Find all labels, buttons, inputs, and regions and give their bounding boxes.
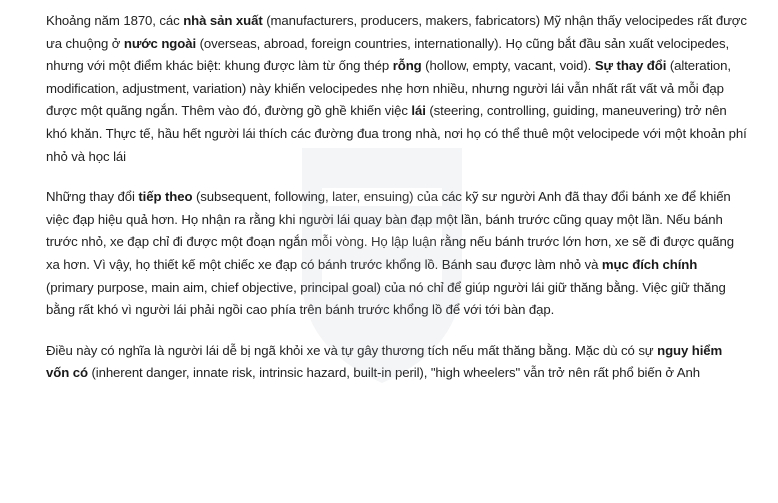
text-run: Điều này có nghĩa là người lái dễ bị ngã khỏi xe và tự gây thương tích nếu mất thăng bằng. Mặc dù có sự: [46, 342, 658, 358]
text-run: (inherent danger, innate risk, intrinsic hazard, built-in peril), "high wheelers" vẫn trở nên rất phổ biến ở Anh: [87, 365, 700, 381]
bold-term: nước ngoài: [123, 35, 197, 51]
text-run: (manufacturers, producers, makers, fabricators) Mỹ nhận thấy velocipedes rất được ưa chuộng ở: [46, 13, 747, 51]
bold-term: nguy hiểm vốn có: [46, 342, 723, 381]
text-run: Những thay đổi: [46, 189, 139, 205]
bold-term: nhà sản xuất: [183, 13, 263, 28]
text-run: Khoảng năm 1870, các: [46, 13, 184, 28]
bold-term: lái: [411, 103, 426, 119]
text-run: (overseas, abroad, foreign countries, internationally). Họ cũng bắt đầu sản xuất velocipedes, nhưng với một điểm khác biệt: khung được làm từ ống thép: [46, 35, 730, 74]
paragraph-1: [46, 10, 748, 168]
text-run: (steering, controlling, guiding, maneuvering) trở nên khó khăn. Thực tế, hầu hết người lái thích các đường đua trong nhà, nơi họ có thể thuê một velocipede với một khoản phí nhỏ và học lái: [46, 103, 747, 164]
paragraph-3: [46, 340, 748, 385]
text-run: (alteration, modification, adjustment, variation) này khiến velocipedes nhẹ hơn nhiều, nhưng người lái vẫn nhất rất vất vả mỗi đạp được một quãng ngắn. Thêm vào đó, đường gồ ghề khiến việc: [46, 58, 731, 119]
text-run: (hollow, empty, vacant, void).: [421, 58, 595, 74]
bold-term: rỗng: [392, 58, 422, 74]
paragraph-2: [46, 186, 748, 322]
text-run: (primary purpose, main aim, chief objective, principal goal) của nó chỉ để giúp người lái giữ thăng bằng. Việc giữ thăng bằng rất khó vì người lái phải ngồi cao phía trên bánh trước khổng lồ để với tới bàn đạp.: [46, 279, 726, 318]
bold-term: mục đích chính: [601, 256, 698, 272]
bold-term: tiếp theo: [138, 189, 193, 205]
bold-term: Sự thay đổi: [594, 58, 667, 74]
text-run: (subsequent, following, later, ensuing) của các kỹ sư người Anh đã thay đổi bánh xe để khiến việc đạp hiệu quả hơn. Họ nhận ra rằng khi người lái quay bàn đạp một lần, bánh trước cũng quay một lần. Nếu bánh trước nhỏ, xe đạp chỉ đi được một đoạn ngắn mỗi vòng. Họ lập luận rằng nếu bánh trước lớn hơn, xe sẽ đi được quãng xa hơn. Vì vậy, họ thiết kế một chiếc xe đạp có bánh trước khổng lồ. Bánh sau được làm nhỏ và: [46, 189, 734, 272]
